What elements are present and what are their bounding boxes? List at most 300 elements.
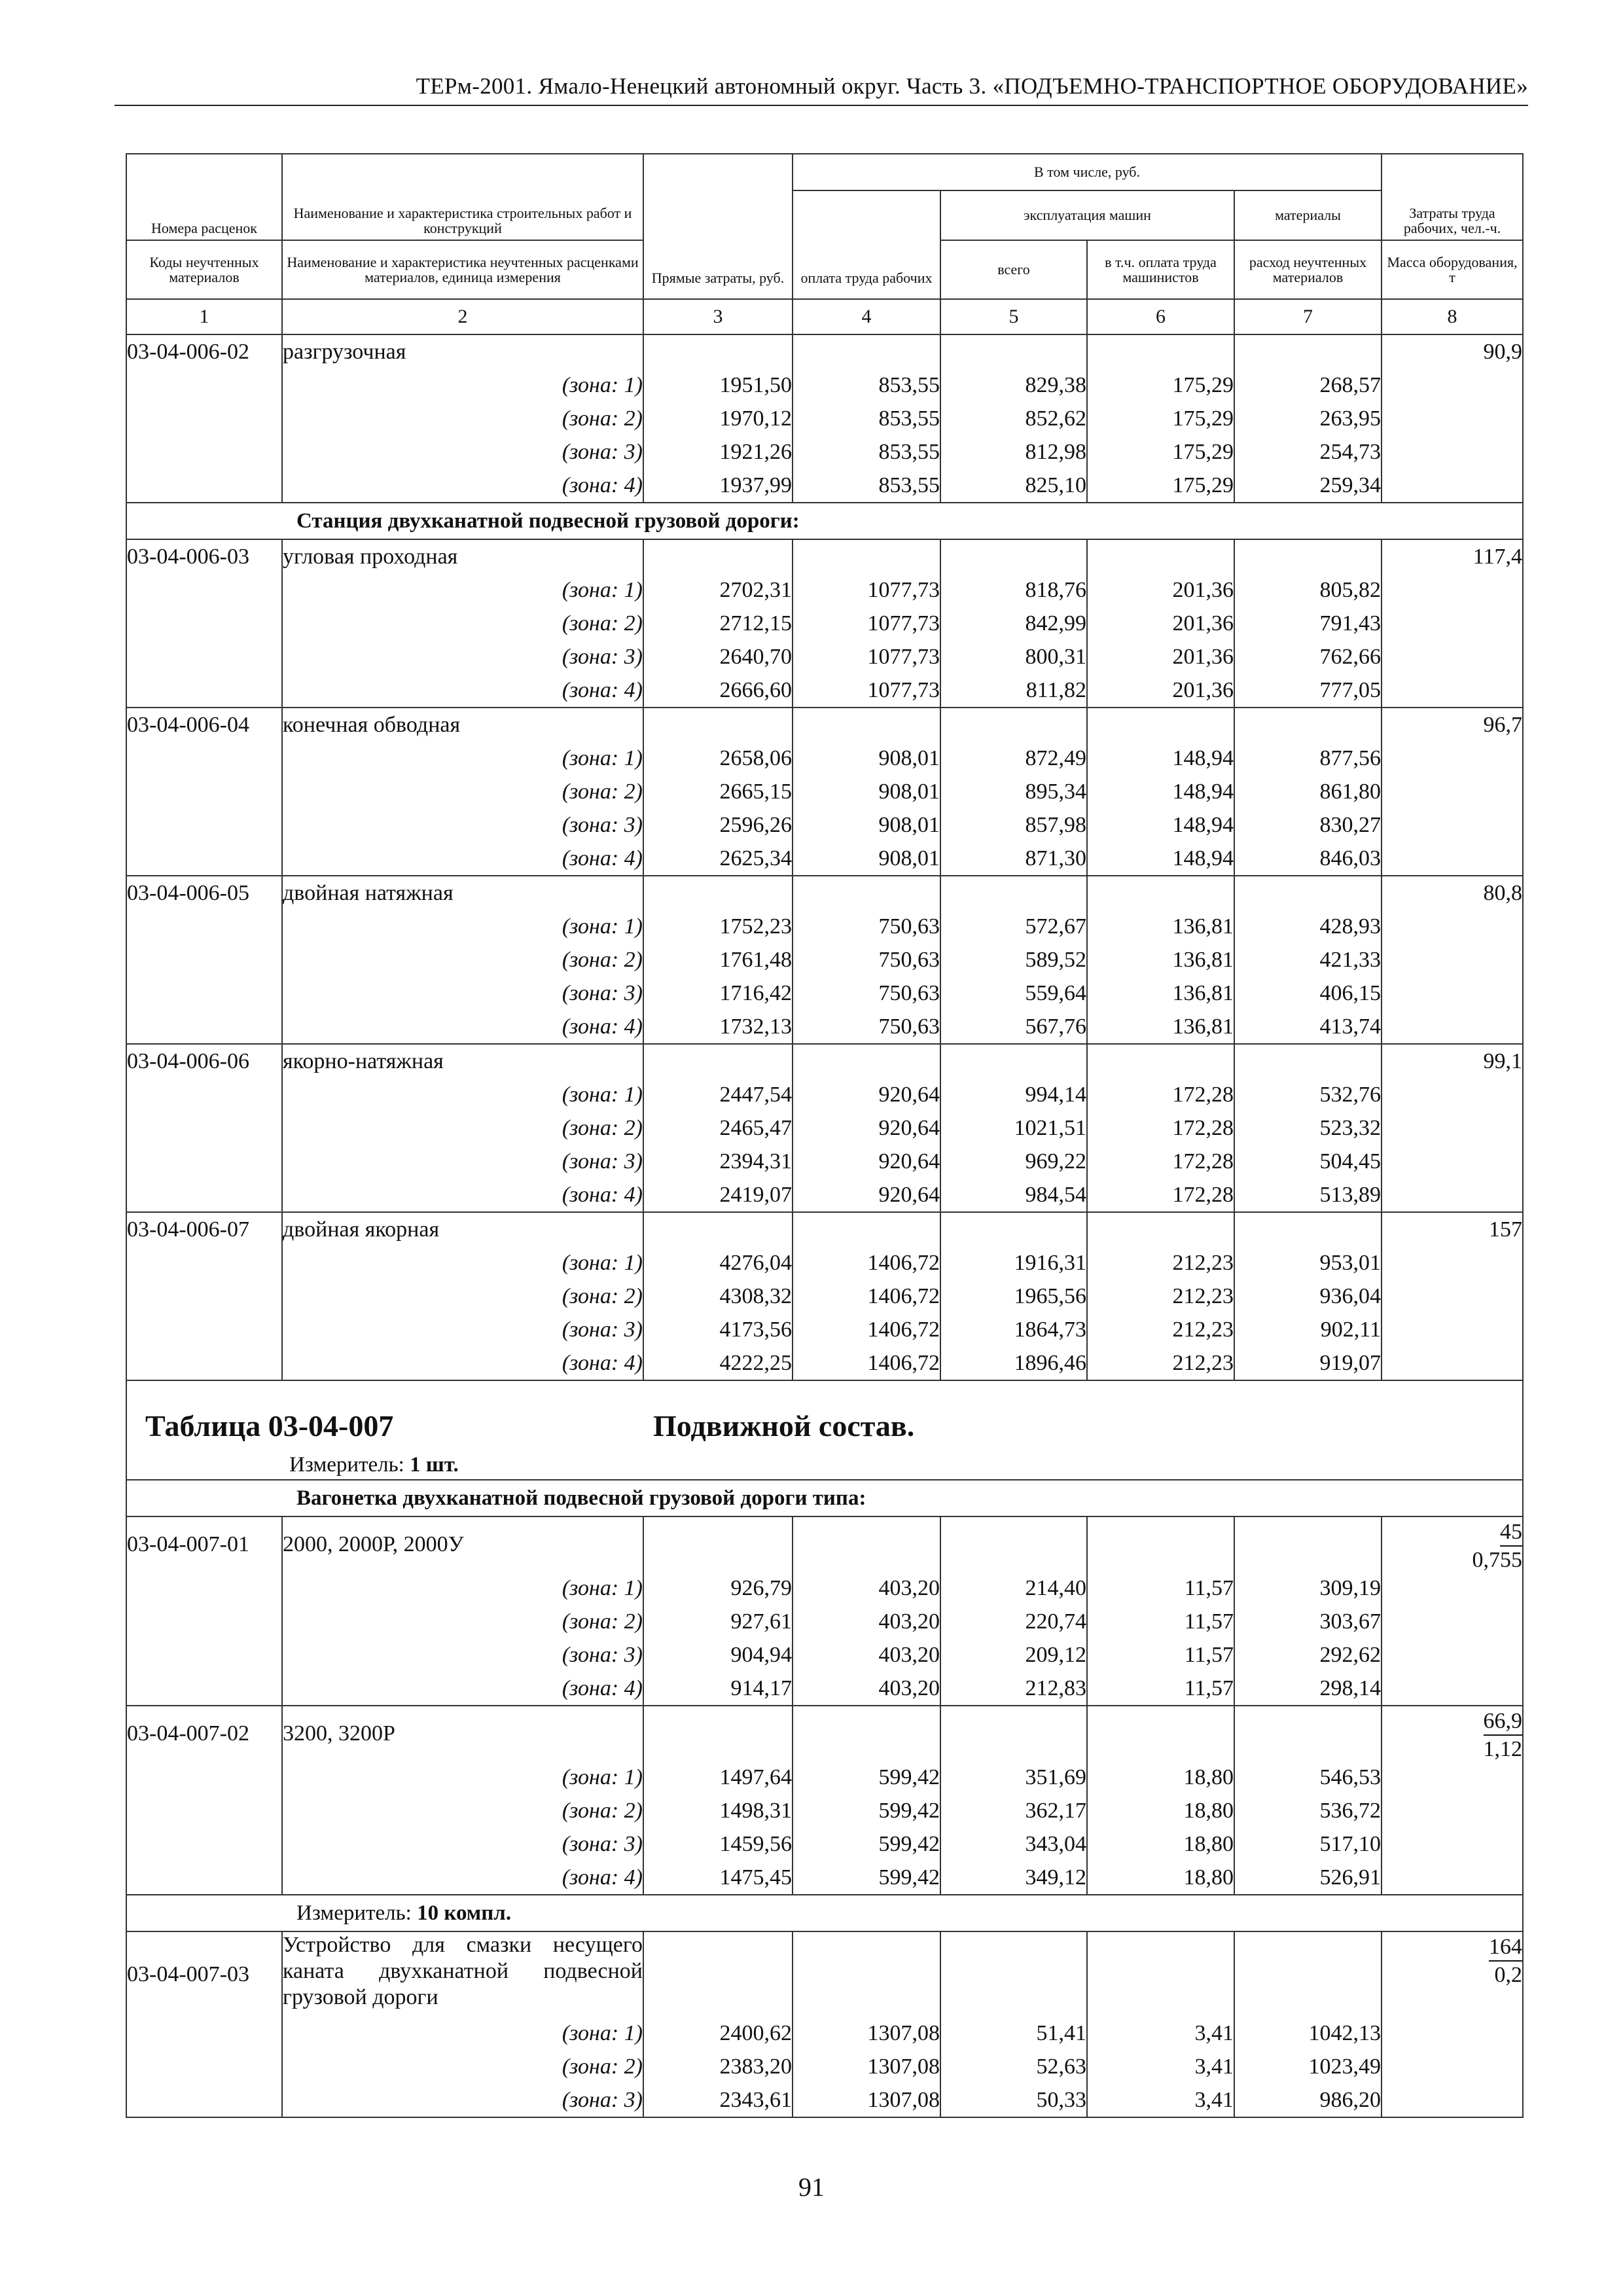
labor-cost: 157	[1382, 1212, 1523, 1246]
empty-cell	[940, 876, 1087, 910]
table-row	[126, 910, 1523, 943]
empty-cell	[126, 2050, 282, 2083]
zone-label: (зона: 3)	[282, 640, 643, 673]
table-row	[126, 334, 1523, 368]
empty-cell	[643, 708, 793, 742]
worker-wages: 853,55	[793, 469, 940, 503]
empty-cell	[126, 640, 282, 673]
empty-cell	[126, 1895, 282, 1931]
empty-cell	[126, 977, 282, 1010]
labor-cost: 90,9	[1382, 334, 1523, 368]
table-row	[126, 469, 1523, 503]
table-row	[126, 1246, 1523, 1280]
machinist-wages: 136,81	[1087, 977, 1234, 1010]
empty-cell	[940, 708, 1087, 742]
materials-cost: 303,67	[1234, 1605, 1382, 1638]
machine-cost: 825,10	[940, 469, 1087, 503]
machinist-wages: 3,41	[1087, 2017, 1234, 2050]
machine-cost: 1965,56	[940, 1280, 1087, 1313]
materials-cost: 919,07	[1234, 1346, 1382, 1380]
rate-code: 03-04-006-04	[126, 708, 282, 742]
worker-wages: 1307,08	[793, 2083, 940, 2117]
worker-wages: 403,20	[793, 1571, 940, 1605]
empty-cell	[126, 573, 282, 607]
worker-wages: 750,63	[793, 1010, 940, 1044]
worker-wages: 599,42	[793, 1861, 940, 1895]
table-row	[126, 1931, 1523, 2017]
empty-cell	[126, 1010, 282, 1044]
header-col1-top: Номера расценок	[126, 154, 282, 240]
materials-cost: 268,57	[1234, 368, 1382, 402]
direct-cost: 1970,12	[643, 402, 793, 435]
empty-cell	[1087, 876, 1234, 910]
empty-cell	[126, 1480, 282, 1516]
table-row	[126, 808, 1523, 842]
direct-cost: 1716,42	[643, 977, 793, 1010]
header-group-machines: эксплуатация машин	[940, 190, 1234, 240]
machinist-wages: 212,23	[1087, 1246, 1234, 1280]
worker-wages: 920,64	[793, 1111, 940, 1145]
column-number: 7	[1234, 299, 1382, 334]
column-number: 8	[1382, 299, 1523, 334]
worker-wages: 403,20	[793, 1672, 940, 1706]
empty-cell	[126, 1280, 282, 1313]
zone-label: (зона: 4)	[282, 842, 643, 876]
machinist-wages: 148,94	[1087, 808, 1234, 842]
empty-cell	[126, 842, 282, 876]
materials-cost: 762,66	[1234, 640, 1382, 673]
rate-code: 03-04-006-07	[126, 1212, 282, 1246]
materials-cost: 504,45	[1234, 1145, 1382, 1178]
measure-row	[126, 1895, 1523, 1931]
materials-cost: 1042,13	[1234, 2017, 1382, 2050]
empty-cell	[1382, 1010, 1523, 1044]
empty-cell	[1382, 1571, 1523, 1605]
worker-wages: 403,20	[793, 1605, 940, 1638]
direct-cost: 1475,45	[643, 1861, 793, 1895]
machinist-wages: 136,81	[1087, 910, 1234, 943]
zone-label: (зона: 2)	[282, 1605, 643, 1638]
empty-cell	[1234, 876, 1382, 910]
machinist-wages: 11,57	[1087, 1571, 1234, 1605]
materials-cost: 298,14	[1234, 1672, 1382, 1706]
materials-cost: 536,72	[1234, 1794, 1382, 1827]
machinist-wages: 175,29	[1087, 435, 1234, 469]
machine-cost: 52,63	[940, 2050, 1087, 2083]
labor-cost: 117,4	[1382, 539, 1523, 573]
machine-cost: 994,14	[940, 1078, 1087, 1111]
item-name: двойная якорная	[282, 1212, 643, 1246]
empty-cell	[1087, 708, 1234, 742]
section-row	[126, 503, 1523, 539]
machinist-wages: 136,81	[1087, 1010, 1234, 1044]
rate-code: 03-04-006-05	[126, 876, 282, 910]
materials-cost: 523,32	[1234, 1111, 1382, 1145]
empty-cell	[1382, 977, 1523, 1010]
zone-label: (зона: 2)	[282, 1794, 643, 1827]
direct-cost: 2343,61	[643, 2083, 793, 2117]
empty-cell	[1382, 1672, 1523, 1706]
machine-cost: 852,62	[940, 402, 1087, 435]
empty-cell	[126, 469, 282, 503]
empty-cell	[1382, 573, 1523, 607]
empty-cell	[1382, 1605, 1523, 1638]
table-row	[126, 2017, 1523, 2050]
zone-label: (зона: 4)	[282, 1346, 643, 1380]
empty-cell	[1087, 539, 1234, 573]
materials-cost: 309,19	[1234, 1571, 1382, 1605]
worker-wages: 403,20	[793, 1638, 940, 1672]
machinist-wages: 3,41	[1087, 2083, 1234, 2117]
zone-label: (зона: 2)	[282, 1280, 643, 1313]
empty-cell	[126, 808, 282, 842]
empty-cell	[126, 1346, 282, 1380]
empty-cell	[1382, 2050, 1523, 2083]
empty-cell	[793, 708, 940, 742]
empty-cell	[1382, 402, 1523, 435]
machine-cost: 811,82	[940, 673, 1087, 708]
empty-cell	[126, 1794, 282, 1827]
empty-cell	[643, 334, 793, 368]
empty-cell	[1382, 1246, 1523, 1280]
materials-cost: 292,62	[1234, 1638, 1382, 1672]
direct-cost: 2447,54	[643, 1078, 793, 1111]
machinist-wages: 201,36	[1087, 673, 1234, 708]
table-row	[126, 1761, 1523, 1794]
empty-cell	[1382, 435, 1523, 469]
header-col4: оплата труда рабочих	[793, 190, 940, 299]
machinist-wages: 212,23	[1087, 1280, 1234, 1313]
machine-cost: 895,34	[940, 775, 1087, 808]
machine-cost: 212,83	[940, 1672, 1087, 1706]
labor-cost: 96,7	[1382, 708, 1523, 742]
labor-mass-cell	[1382, 1516, 1523, 1571]
empty-cell	[1234, 708, 1382, 742]
materials-cost: 254,73	[1234, 435, 1382, 469]
labor-mass-cell	[1382, 1706, 1523, 1761]
empty-cell	[1382, 1280, 1523, 1313]
zone-label: (зона: 2)	[282, 775, 643, 808]
empty-cell	[126, 435, 282, 469]
item-name: Устройство для смазки несущего каната двухканатной подвесной грузовой дороги	[282, 1931, 643, 2017]
direct-cost: 2666,60	[643, 673, 793, 708]
table-name: Подвижной состав.	[653, 1409, 915, 1443]
empty-cell	[793, 1516, 940, 1571]
table-row	[126, 1078, 1523, 1111]
empty-cell	[643, 1706, 793, 1761]
zone-label: (зона: 2)	[282, 943, 643, 977]
direct-cost: 1459,56	[643, 1827, 793, 1861]
empty-cell	[126, 1605, 282, 1638]
worker-wages: 1077,73	[793, 573, 940, 607]
direct-cost: 2465,47	[643, 1111, 793, 1145]
worker-wages: 1307,08	[793, 2017, 940, 2050]
zone-label: (зона: 1)	[282, 2017, 643, 2050]
header-col5: всего	[940, 240, 1087, 299]
empty-cell	[126, 1638, 282, 1672]
empty-cell	[793, 1706, 940, 1761]
worker-wages: 908,01	[793, 808, 940, 842]
machinist-wages: 148,94	[1087, 742, 1234, 775]
empty-cell	[1087, 334, 1234, 368]
table-row	[126, 1313, 1523, 1346]
table-row	[126, 573, 1523, 607]
direct-cost: 914,17	[643, 1672, 793, 1706]
empty-cell	[793, 334, 940, 368]
rate-code: 03-04-006-02	[126, 334, 282, 368]
empty-cell	[1234, 1706, 1382, 1761]
table-number: Таблица 03-04-007	[145, 1409, 394, 1443]
zone-label: (зона: 3)	[282, 1313, 643, 1346]
machinist-wages: 175,29	[1087, 368, 1234, 402]
zone-label: (зона: 2)	[282, 402, 643, 435]
empty-cell	[1382, 1638, 1523, 1672]
header-col3: Прямые затраты, руб.	[643, 154, 793, 299]
zone-label: (зона: 1)	[282, 910, 643, 943]
machine-cost: 872,49	[940, 742, 1087, 775]
empty-cell	[1382, 775, 1523, 808]
table-row	[126, 1516, 1523, 1571]
machine-cost: 349,12	[940, 1861, 1087, 1895]
materials-cost: 428,93	[1234, 910, 1382, 943]
empty-cell	[126, 1111, 282, 1145]
machinist-wages: 172,28	[1087, 1111, 1234, 1145]
zone-label: (зона: 3)	[282, 808, 643, 842]
empty-cell	[126, 1078, 282, 1111]
table-title-block	[126, 1380, 1523, 1480]
table-row	[126, 402, 1523, 435]
header-group-materials: материалы	[1234, 190, 1382, 240]
empty-cell	[1382, 1794, 1523, 1827]
table-row	[126, 1212, 1523, 1246]
zone-label: (зона: 1)	[282, 1246, 643, 1280]
machinist-wages: 175,29	[1087, 402, 1234, 435]
direct-cost: 2419,07	[643, 1178, 793, 1212]
direct-cost: 1951,50	[643, 368, 793, 402]
machinist-wages: 148,94	[1087, 775, 1234, 808]
empty-cell	[1234, 1212, 1382, 1246]
materials-cost: 777,05	[1234, 673, 1382, 708]
worker-wages: 853,55	[793, 368, 940, 402]
empty-cell	[940, 1931, 1087, 2017]
empty-cell	[643, 876, 793, 910]
empty-cell	[1382, 842, 1523, 876]
zone-label: (зона: 3)	[282, 1638, 643, 1672]
direct-cost: 927,61	[643, 1605, 793, 1638]
zone-label: (зона: 1)	[282, 1571, 643, 1605]
materials-cost: 861,80	[1234, 775, 1382, 808]
rates-table	[126, 153, 1524, 2118]
machine-cost: 829,38	[940, 368, 1087, 402]
direct-cost: 2712,15	[643, 607, 793, 640]
materials-cost: 830,27	[1234, 808, 1382, 842]
zone-label: (зона: 4)	[282, 1178, 643, 1212]
machinist-wages: 201,36	[1087, 573, 1234, 607]
empty-cell	[126, 1145, 282, 1178]
machinist-wages: 148,94	[1087, 842, 1234, 876]
materials-cost: 986,20	[1234, 2083, 1382, 2117]
table-row	[126, 1010, 1523, 1044]
empty-cell	[126, 1861, 282, 1895]
machine-cost: 1864,73	[940, 1313, 1087, 1346]
worker-wages: 1406,72	[793, 1280, 940, 1313]
table-row	[126, 742, 1523, 775]
table-row	[126, 876, 1523, 910]
machine-cost: 351,69	[940, 1761, 1087, 1794]
zone-label: (зона: 4)	[282, 1672, 643, 1706]
worker-wages: 853,55	[793, 402, 940, 435]
empty-cell	[1382, 1761, 1523, 1794]
worker-wages: 750,63	[793, 943, 940, 977]
header-col1-bottom: Коды неучтенных материалов	[126, 240, 282, 299]
materials-cost: 902,11	[1234, 1313, 1382, 1346]
machine-cost: 857,98	[940, 808, 1087, 842]
empty-cell	[1382, 469, 1523, 503]
table-row	[126, 435, 1523, 469]
measure-line	[282, 1895, 1523, 1931]
machinist-wages: 3,41	[1087, 2050, 1234, 2083]
direct-cost: 4222,25	[643, 1346, 793, 1380]
zone-label: (зона: 2)	[282, 2050, 643, 2083]
machinist-wages: 201,36	[1087, 607, 1234, 640]
machinist-wages: 11,57	[1087, 1638, 1234, 1672]
direct-cost: 2625,34	[643, 842, 793, 876]
column-number: 3	[643, 299, 793, 334]
empty-cell	[126, 2017, 282, 2050]
empty-cell	[1382, 2083, 1523, 2117]
empty-cell	[793, 876, 940, 910]
empty-cell	[1382, 1111, 1523, 1145]
worker-wages: 908,01	[793, 742, 940, 775]
empty-cell	[1382, 808, 1523, 842]
labor-cost: 66,9	[1484, 1710, 1523, 1736]
table-row	[126, 1280, 1523, 1313]
empty-cell	[940, 334, 1087, 368]
empty-cell	[1382, 910, 1523, 943]
machinist-wages: 11,57	[1087, 1672, 1234, 1706]
direct-cost: 2702,31	[643, 573, 793, 607]
direct-cost: 2658,06	[643, 742, 793, 775]
direct-cost: 2383,20	[643, 2050, 793, 2083]
empty-cell	[643, 1516, 793, 1571]
materials-cost: 936,04	[1234, 1280, 1382, 1313]
materials-cost: 421,33	[1234, 943, 1382, 977]
empty-cell	[1382, 1145, 1523, 1178]
table-row	[126, 1672, 1523, 1706]
zone-label: (зона: 1)	[282, 1761, 643, 1794]
empty-cell	[1382, 640, 1523, 673]
direct-cost: 1761,48	[643, 943, 793, 977]
header-group-incl: В том числе, руб.	[793, 154, 1382, 190]
worker-wages: 920,64	[793, 1078, 940, 1111]
worker-wages: 599,42	[793, 1827, 940, 1861]
measure-value: 1 шт.	[410, 1453, 459, 1477]
zone-label: (зона: 4)	[282, 673, 643, 708]
machine-cost: 800,31	[940, 640, 1087, 673]
rate-code: 03-04-007-03	[126, 1931, 282, 2017]
empty-cell	[940, 1212, 1087, 1246]
machinist-wages: 18,80	[1087, 1794, 1234, 1827]
equipment-mass: 0,755	[1472, 1548, 1523, 1572]
measure-label: Измеритель:	[296, 1901, 418, 1925]
measure-value: 10 компл.	[417, 1901, 512, 1925]
empty-cell	[1382, 742, 1523, 775]
machine-cost: 984,54	[940, 1178, 1087, 1212]
machinist-wages: 175,29	[1087, 469, 1234, 503]
empty-cell	[126, 1571, 282, 1605]
empty-cell	[126, 1672, 282, 1706]
section-heading-wagon: Вагонетка двухканатной подвесной грузовой дороги типа:	[282, 1480, 1523, 1516]
machine-cost: 220,74	[940, 1605, 1087, 1638]
empty-cell	[940, 1516, 1087, 1571]
zone-label: (зона: 4)	[282, 1861, 643, 1895]
empty-cell	[126, 2083, 282, 2117]
machine-cost: 818,76	[940, 573, 1087, 607]
machine-cost: 572,67	[940, 910, 1087, 943]
empty-cell	[793, 1044, 940, 1078]
worker-wages: 1406,72	[793, 1246, 940, 1280]
empty-cell	[643, 1931, 793, 2017]
direct-cost: 4308,32	[643, 1280, 793, 1313]
empty-cell	[1234, 1044, 1382, 1078]
direct-cost: 2665,15	[643, 775, 793, 808]
direct-cost: 1937,99	[643, 469, 793, 503]
column-number: 4	[793, 299, 940, 334]
empty-cell	[940, 539, 1087, 573]
rate-code: 03-04-006-03	[126, 539, 282, 573]
zone-label: (зона: 2)	[282, 607, 643, 640]
empty-cell	[126, 1178, 282, 1212]
materials-cost: 513,89	[1234, 1178, 1382, 1212]
machine-cost: 1021,51	[940, 1111, 1087, 1145]
empty-cell	[1234, 1516, 1382, 1571]
worker-wages: 750,63	[793, 910, 940, 943]
empty-cell	[126, 1313, 282, 1346]
materials-cost: 546,53	[1234, 1761, 1382, 1794]
worker-wages: 853,55	[793, 435, 940, 469]
direct-cost: 926,79	[643, 1571, 793, 1605]
labor-cost: 99,1	[1382, 1044, 1523, 1078]
empty-cell	[126, 607, 282, 640]
machinist-wages: 172,28	[1087, 1078, 1234, 1111]
machine-cost: 209,12	[940, 1638, 1087, 1672]
empty-cell	[126, 1827, 282, 1861]
table-row	[126, 1346, 1523, 1380]
measure-label: Измеритель:	[289, 1453, 410, 1477]
empty-cell	[126, 742, 282, 775]
direct-cost: 2596,26	[643, 808, 793, 842]
item-name: 2000, 2000Р, 2000У	[282, 1516, 643, 1571]
table-row	[126, 1571, 1523, 1605]
empty-cell	[793, 539, 940, 573]
direct-cost: 1497,64	[643, 1761, 793, 1794]
worker-wages: 908,01	[793, 775, 940, 808]
empty-cell	[1382, 1827, 1523, 1861]
empty-cell	[1382, 2017, 1523, 2050]
materials-cost: 263,95	[1234, 402, 1382, 435]
worker-wages: 750,63	[793, 977, 940, 1010]
materials-cost: 406,15	[1234, 977, 1382, 1010]
table-row	[126, 1638, 1523, 1672]
table-row	[126, 708, 1523, 742]
column-number: 1	[126, 299, 282, 334]
machine-cost: 343,04	[940, 1827, 1087, 1861]
header-col2-bottom: Наименование и характеристика неучтенных расценками материалов, единица измерения	[282, 240, 643, 299]
worker-wages: 599,42	[793, 1794, 940, 1827]
column-number: 2	[282, 299, 643, 334]
worker-wages: 920,64	[793, 1178, 940, 1212]
header-rule	[115, 105, 1528, 106]
